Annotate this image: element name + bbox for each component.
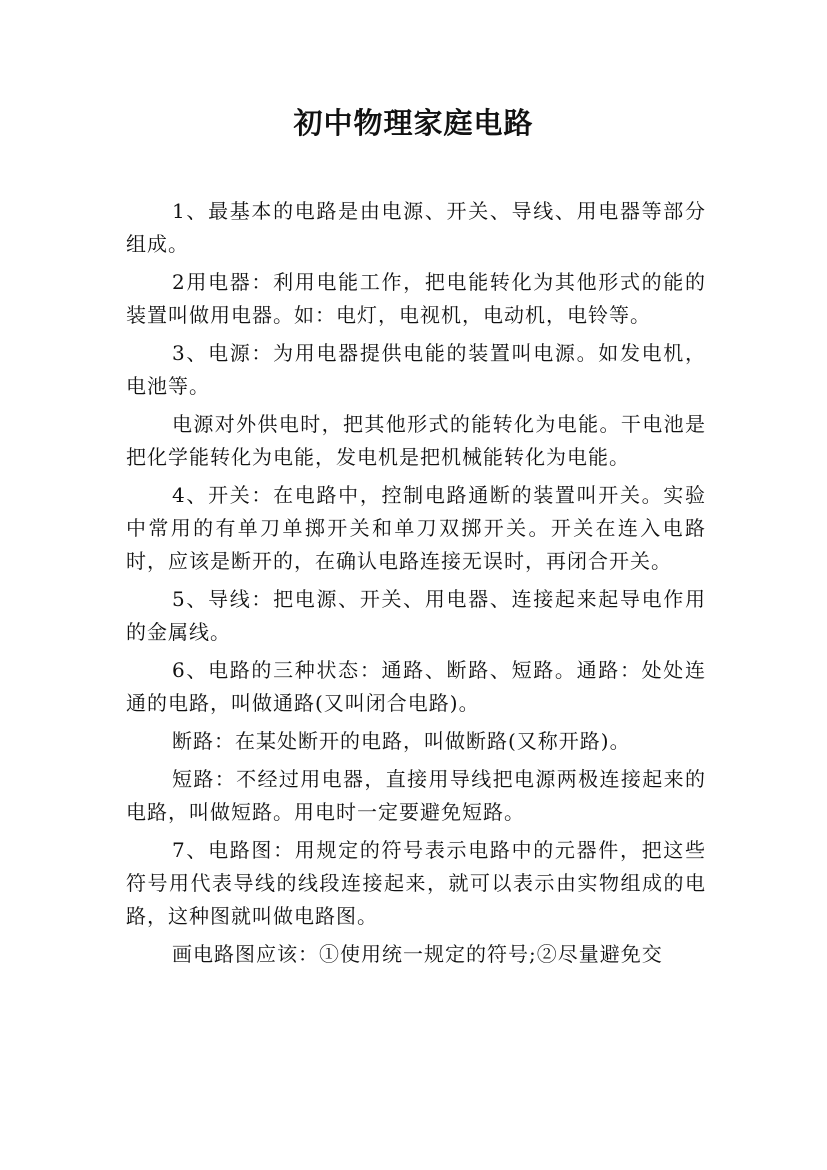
paragraph-6: 5、导线：把电源、开关、用电器、连接起来起导电作用的金属线。 [126,587,706,644]
paragraph-10: 7、电路图：用规定的符号表示电路中的元器件，把这些符号用代表导线的线段连接起来，就可以表示由实物组成的电路，这种图就叫做电路图。 [126,838,706,928]
paragraph-3: 3、电源：为用电器提供电能的装置叫电源。如发电机，电池等。 [126,341,706,398]
paragraph-11: 画电路图应该：①使用统一规定的符号;②尽量避免交 [172,942,663,966]
paragraph-2: 2用电器：利用电能工作，把电能转化为其他形式的能的装置叫做用电器。如：电灯，电视机，电动机，电铃等。 [126,270,706,327]
paragraph-5: 4、开关：在电路中，控制电路通断的装置叫开关。实验中常用的有单刀单掷开关和单刀双掷开关。开关在连入电路时，应该是断开的，在确认电路连接无误时，再闭合开关。 [126,483,706,573]
paragraph-1: 1、最基本的电路是由电源、开关、导线、用电器等部分组成。 [126,199,706,256]
document-title: 初中物理家庭电路 [293,106,534,140]
paragraph-9: 短路：不经过用电器，直接用导线把电源两极连接起来的电路，叫做短路。用电时一定要避免短路。 [126,767,706,824]
paragraph-4: 电源对外供电时，把其他形式的能转化为电能。干电池是把化学能转化为电能，发电机是把机械能转化为电能。 [126,412,706,469]
document-body [126,195,706,976]
paragraph-8: 断路：在某处断开的电路，叫做断路(又称开路)。 [172,729,631,753]
paragraph-7: 6、电路的三种状态：通路、断路、短路。通路：处处连通的电路，叫做通路(又叫闭合电路)。 [126,658,706,715]
